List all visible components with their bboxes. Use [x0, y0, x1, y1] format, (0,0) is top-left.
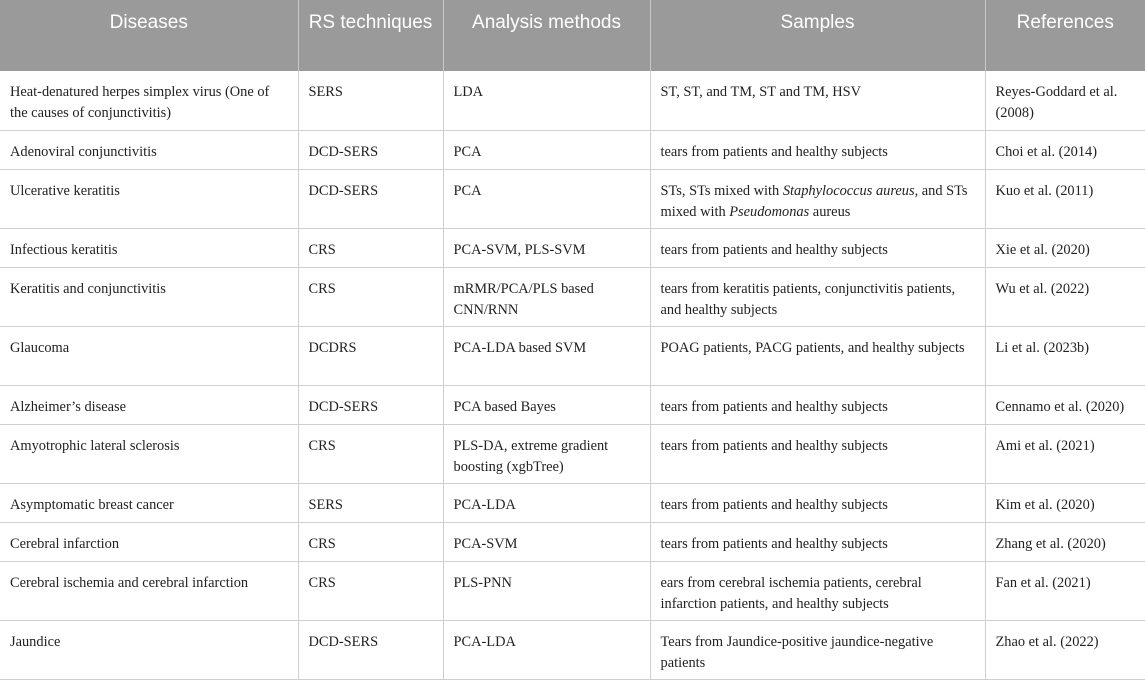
- samples-cell: ears from cerebral ischemia patients, cerebral infarction patients, and healthy subjects: [650, 561, 985, 620]
- samples-cell: tears from patients and healthy subjects: [650, 424, 985, 483]
- table-row: [0, 620, 1145, 679]
- disease-cell: Ulcerative keratitis: [0, 169, 298, 228]
- table-row: [0, 522, 1145, 561]
- method-cell: PCA-LDA: [443, 483, 650, 522]
- reference-cell: Kuo et al. (2011): [985, 169, 1145, 228]
- method-cell: mRMR/PCA/PLS based CNN/RNN: [443, 267, 650, 326]
- technique-cell: DCDRS: [298, 326, 443, 385]
- method-cell: PCA-SVM, PLS-SVM: [443, 228, 650, 267]
- header-row: [0, 0, 1145, 71]
- header-diseases: Diseases: [0, 0, 298, 71]
- technique-cell: DCD-SERS: [298, 385, 443, 424]
- disease-cell: Glaucoma: [0, 326, 298, 385]
- technique-cell: DCD-SERS: [298, 169, 443, 228]
- reference-cell: Kim et al. (2020): [985, 483, 1145, 522]
- reference-cell: Reyes-Goddard et al. (2008): [985, 71, 1145, 130]
- table-row: [0, 326, 1145, 385]
- technique-cell: SERS: [298, 71, 443, 130]
- disease-cell: Asymptomatic breast cancer: [0, 483, 298, 522]
- disease-cell: Cerebral infarction: [0, 522, 298, 561]
- disease-cell: Adenoviral conjunctivitis: [0, 130, 298, 169]
- samples-cell: tears from patients and healthy subjects: [650, 385, 985, 424]
- disease-cell: Amyotrophic lateral sclerosis: [0, 424, 298, 483]
- method-cell: PCA-LDA: [443, 620, 650, 679]
- table-row: [0, 483, 1145, 522]
- header-analysis-methods: Analysis methods: [443, 0, 650, 71]
- technique-cell: CRS: [298, 522, 443, 561]
- method-cell: PCA: [443, 169, 650, 228]
- disease-cell: Infectious keratitis: [0, 228, 298, 267]
- disease-cell: Keratitis and conjunctivitis: [0, 267, 298, 326]
- technique-cell: CRS: [298, 267, 443, 326]
- samples-cell: tears from keratitis patients, conjunctivitis patients, and healthy subjects: [650, 267, 985, 326]
- method-cell: PLS-PNN: [443, 561, 650, 620]
- method-cell: PCA-LDA based SVM: [443, 326, 650, 385]
- reference-cell: Wu et al. (2022): [985, 267, 1145, 326]
- reference-cell: Li et al. (2023b): [985, 326, 1145, 385]
- samples-cell: tears from patients and healthy subjects: [650, 522, 985, 561]
- samples-cell: tears from patients and healthy subjects: [650, 228, 985, 267]
- reference-cell: Ami et al. (2021): [985, 424, 1145, 483]
- technique-cell: CRS: [298, 561, 443, 620]
- disease-cell: Alzheimer’s disease: [0, 385, 298, 424]
- samples-cell: POAG patients, PACG patients, and healthy subjects: [650, 326, 985, 385]
- method-cell: PCA-SVM: [443, 522, 650, 561]
- samples-text: aureus: [809, 203, 851, 220]
- table-row: [0, 267, 1145, 326]
- samples-cell: tears from patients and healthy subjects: [650, 483, 985, 522]
- method-cell: PCA based Bayes: [443, 385, 650, 424]
- technique-cell: CRS: [298, 424, 443, 483]
- reference-cell: Zhao et al. (2022): [985, 620, 1145, 679]
- technique-cell: DCD-SERS: [298, 130, 443, 169]
- samples-text: STs, STs mixed with: [660, 182, 783, 199]
- header-references: References: [985, 0, 1145, 71]
- organism-name: Staphylococcus aureus: [782, 182, 915, 199]
- samples-cell: ST, ST, and TM, ST and TM, HSV: [650, 71, 985, 130]
- organism-name: Pseudomonas: [729, 203, 810, 220]
- method-cell: PCA: [443, 130, 650, 169]
- disease-cell: Jaundice: [0, 620, 298, 679]
- header-rs-techniques: RS techniques: [298, 0, 443, 71]
- reference-cell: Cennamo et al. (2020): [985, 385, 1145, 424]
- samples-cell: [650, 169, 985, 228]
- disease-cell: Cerebral ischemia and cerebral infarction: [0, 561, 298, 620]
- header-samples: Samples: [650, 0, 985, 71]
- reference-cell: Fan et al. (2021): [985, 561, 1145, 620]
- method-cell: PLS-DA, extreme gradient boosting (xgbTree): [443, 424, 650, 483]
- method-cell: LDA: [443, 71, 650, 130]
- samples-text: , and STs mixed with: [660, 182, 968, 220]
- table-row: [0, 424, 1145, 483]
- table-row: [0, 385, 1145, 424]
- reference-cell: Zhang et al. (2020): [985, 522, 1145, 561]
- table-row: [0, 169, 1145, 228]
- table-row: [0, 228, 1145, 267]
- disease-cell: Heat-denatured herpes simplex virus (One of the causes of conjunctivitis): [0, 71, 298, 130]
- technique-cell: DCD-SERS: [298, 620, 443, 679]
- reference-cell: Choi et al. (2014): [985, 130, 1145, 169]
- table-row: [0, 130, 1145, 169]
- table-row: [0, 561, 1145, 620]
- samples-cell: tears from patients and healthy subjects: [650, 130, 985, 169]
- technique-cell: CRS: [298, 228, 443, 267]
- technique-cell: SERS: [298, 483, 443, 522]
- samples-cell: Tears from Jaundice-positive jaundice-negative patients: [650, 620, 985, 679]
- reference-cell: Xie et al. (2020): [985, 228, 1145, 267]
- table-row: [0, 71, 1145, 130]
